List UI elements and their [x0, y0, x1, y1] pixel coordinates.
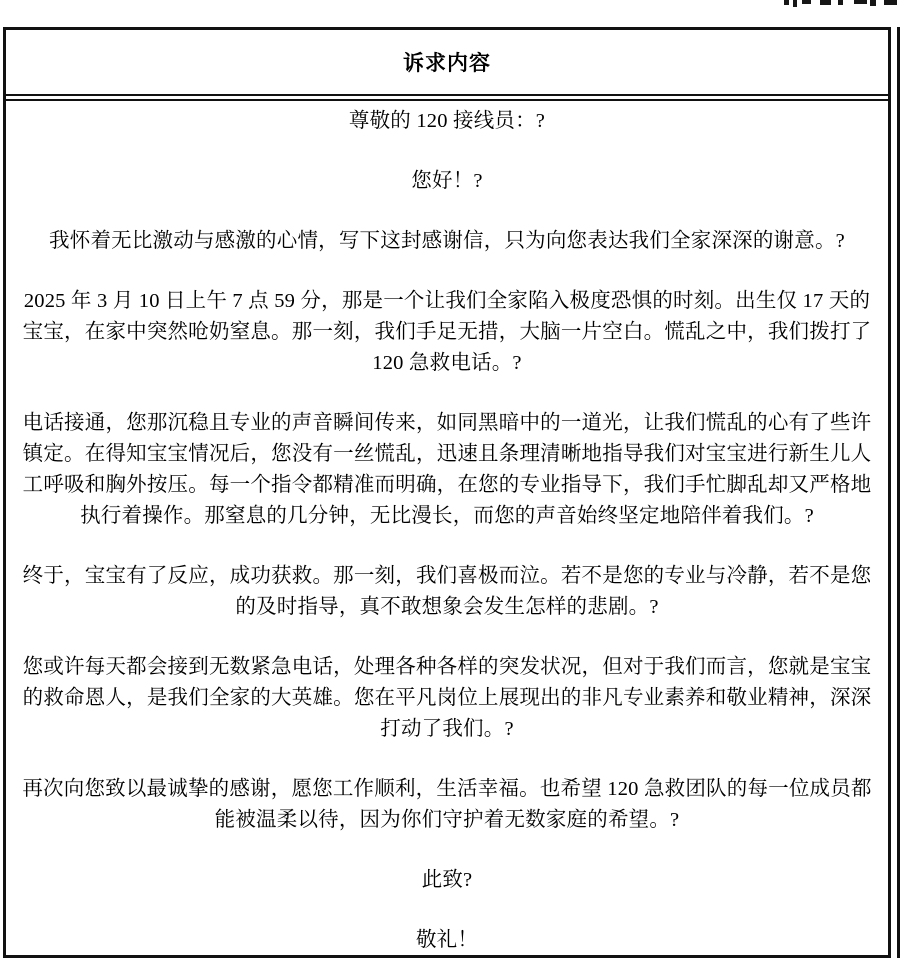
letter-paragraph: 您好！?	[411, 170, 483, 192]
appeal-content-table	[3, 27, 891, 958]
letter-paragraph: 再次向您致以最诚挚的感谢，愿您工作顺利，生活幸福。也希望 120 急救团队的每一位成员都能被温柔以待，因为你们守护着无数家庭的希望。?	[22, 778, 872, 831]
cropped-text-fragment	[780, 0, 900, 8]
letter-paragraph: 终于，宝宝有了反应，成功获救。那一刻，我们喜极而泣。若不是您的专业与冷静，若不是您的及时指导，真不敢想象会发生怎样的悲剧。?	[22, 565, 872, 618]
letter-paragraph: 尊敬的 120 接线员：?	[348, 110, 546, 132]
letter-paragraph: 我怀着无比激动与感激的心情，写下这封感谢信，只为向您表达我们全家深深的谢意。?	[49, 230, 845, 252]
letter-paragraph: 2025 年 3 月 10 日上午 7 点 59 分，那是一个让我们全家陷入极度恐惧的时刻。出生仅 17 天的宝宝，在家中突然呛奶窒息。那一刻，我们手足无措，大脑一片空白。慌乱之中，我们拨打了 120 急救电话。?	[22, 290, 872, 374]
letter-body-cell	[6, 101, 888, 955]
letter-paragraph: 此致?	[421, 869, 473, 891]
letter-paragraph: 敬礼！	[415, 929, 479, 951]
letter-paragraph: 您或许每天都会接到无数紧急电话，处理各种各样的突发状况，但对于我们而言，您就是宝宝的救命恩人，是我们全家的大英雄。您在平凡岗位上展现出的非凡专业素养和敬业精神，深深打动了我们。?	[22, 656, 872, 740]
table-header-cell	[6, 30, 888, 101]
table-header-label: 诉求内容	[403, 52, 491, 75]
letter-paragraph: 电话接通，您那沉稳且专业的声音瞬间传来，如同黑暗中的一道光，让我们慌乱的心有了些许镇定。在得知宝宝情况后，您没有一丝慌乱，迅速且条理清晰地指导我们对宝宝进行新生儿人工呼吸和胸外按压。每一个指令都精准而明确，在您的专业指导下，我们手忙脚乱却又严格地执行着操作。那窒息的几分钟，无比漫长，而您的声音始终坚定地陪伴着我们。?	[22, 412, 872, 527]
